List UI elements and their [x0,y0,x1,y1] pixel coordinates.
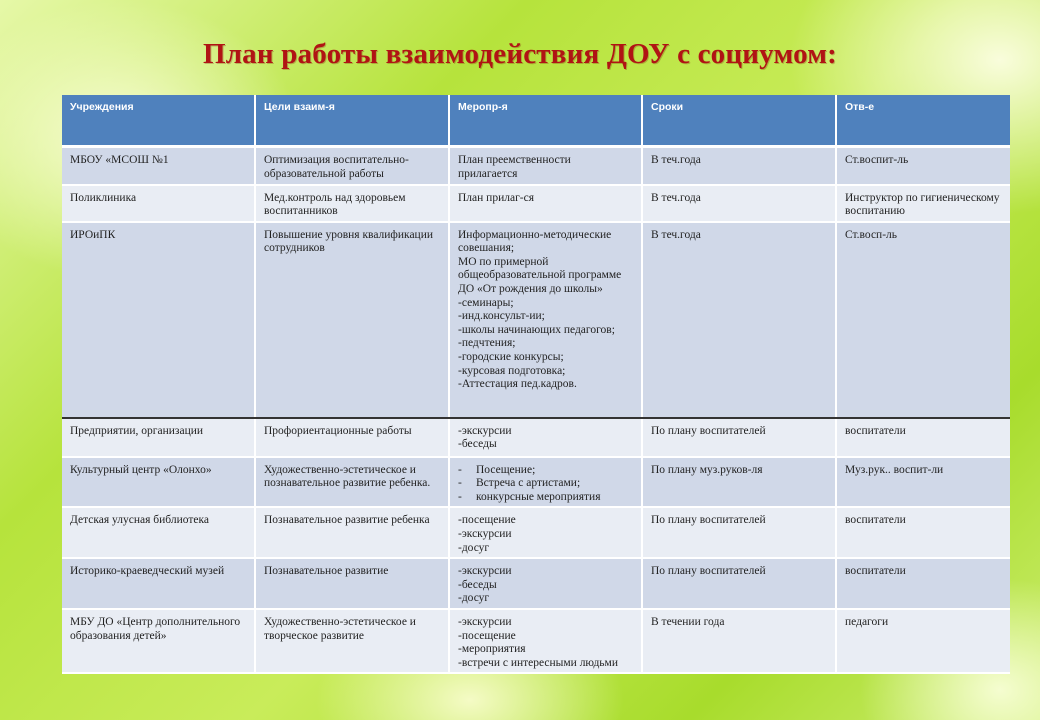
cell-term: В течении года [642,609,836,673]
header-events: Меропр-я [449,95,642,147]
cell-responsible: воспитатели [836,558,1010,609]
cell-events [449,609,642,673]
event-item: -посещение [458,514,516,527]
header-goal: Цели взаим-я [255,95,449,147]
table-header-row [62,95,1010,147]
cell-term: По плану муз.руков-ля [642,457,836,508]
slide-title: План работы взаимодействия ДОУ с социумом: [202,38,838,70]
cell-institution: Детская улусная библиотека [62,507,255,558]
cell-institution: Культурный центр «Олонхо» [62,457,255,508]
table-row [62,222,1010,418]
cell-events [449,147,642,185]
event-item: -школы начинающих педагогов; [458,323,615,336]
event-item: -экскурсии [458,565,512,578]
work-plan-table [62,95,1010,674]
cell-events [449,418,642,457]
cell-goal: Художественно-эстетическое и познавательное развитие ребенка. [255,457,449,508]
table-row [62,418,1010,457]
events-bullet-list [458,464,633,505]
event-item: Информационно-методические совешания; [458,228,612,255]
cell-term: В теч.года [642,185,836,222]
event-item: -досуг [458,541,490,554]
event-item: План прилаг-ся [458,191,535,204]
cell-responsible: Муз.рук.. воспит-ли [836,457,1010,508]
cell-events [449,558,642,609]
event-item: -посещение [458,629,516,642]
event-item: МО по примерной общеобразовательной программе ДО «От рождения до школы» [458,255,622,296]
event-item: -семинары; [458,296,514,309]
header-responsible: Отв-е [836,95,1010,147]
cell-responsible: Инструктор по гигиеническому воспитанию [836,185,1010,222]
table-row [62,507,1010,558]
event-item: -беседы [458,578,497,591]
event-item: -инд.консульт-ии; [458,310,545,323]
event-item: План преемственности прилагается [458,154,571,180]
event-item: -встречи с интересными людьми [458,656,618,669]
cell-institution: МБОУ «МСОШ №1 [62,147,255,185]
cell-events [449,507,642,558]
event-item: -курсовая подготовка; [458,364,566,377]
header-term: Сроки [642,95,836,147]
cell-responsible: педагоги [836,609,1010,673]
cell-events [449,185,642,222]
cell-goal: Познавательное развитие ребенка [255,507,449,558]
cell-term: По плану воспитателей [642,507,836,558]
event-item: - конкурсные мероприятия [458,491,633,505]
cell-term: В теч.года [642,147,836,185]
event-item: -досуг [458,592,490,605]
cell-goal: Познавательное развитие [255,558,449,609]
cell-responsible: Ст.восп-ль [836,222,1010,418]
cell-goal: Профориентационные работы [255,418,449,457]
table-row [62,558,1010,609]
cell-institution: МБУ ДО «Центр дополнительного образования детей» [62,609,255,673]
event-item: -беседы [458,438,497,451]
cell-term: По плану воспитателей [642,418,836,457]
event-item: -педчтения; [458,337,516,350]
cell-events [449,457,642,508]
cell-goal: Повышение уровня квалификации сотрудников [255,222,449,418]
table-row [62,147,1010,185]
cell-institution: Поликлиника [62,185,255,222]
event-item: -городские конкурсы; [458,351,564,364]
cell-responsible: Ст.воспит-ль [836,147,1010,185]
cell-institution: Историко-краеведческий музей [62,558,255,609]
cell-institution: ИРОиПК [62,222,255,418]
cell-goal: Художественно-эстетическое и творческое развитие [255,609,449,673]
cell-goal: Мед.контроль над здоровьем воспитанников [255,185,449,222]
event-item: - Посещение; [458,464,633,478]
header-institution: Учреждения [62,95,255,147]
event-item: -экскурсии [458,424,512,437]
cell-institution: Предприятии, организации [62,418,255,457]
event-item: -Аттестация пед.кадров. [458,378,577,391]
event-item: -экскурсии [458,528,512,541]
cell-term: По плану воспитателей [642,558,836,609]
table-row [62,457,1010,508]
cell-responsible: воспитатели [836,418,1010,457]
table-row [62,609,1010,673]
event-item: -экскурсии [458,616,512,629]
cell-events [449,222,642,418]
cell-responsible: воспитатели [836,507,1010,558]
table-row [62,185,1010,222]
cell-goal: Оптимизация воспитательно-образовательной работы [255,147,449,185]
event-item: -мероприятия [458,643,526,656]
cell-term: В теч.года [642,222,836,418]
event-item: - Встреча с артистами; [458,477,633,491]
